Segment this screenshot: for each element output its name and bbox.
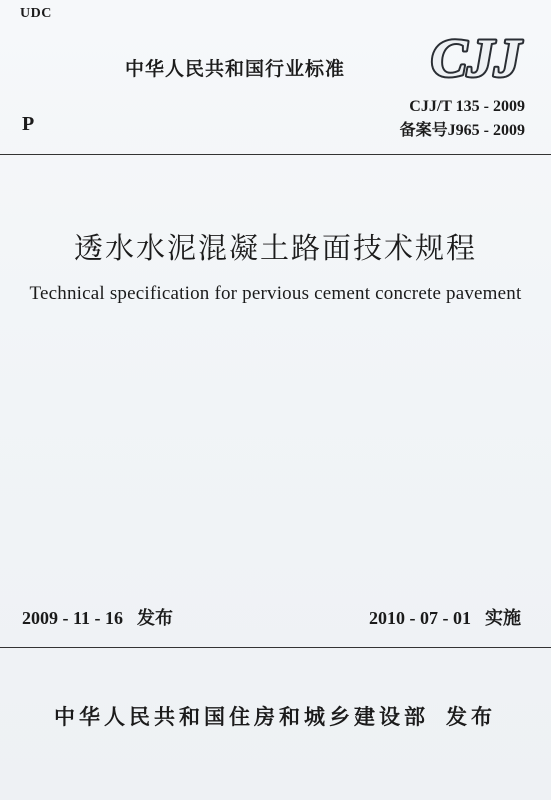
standard-number: CJJ/T 135 - 2009 — [409, 98, 525, 115]
effective-label: 实施 — [485, 608, 521, 629]
issue-date-block — [22, 604, 173, 630]
industry-standard-heading: 中华人民共和国行业标准 — [125, 58, 346, 80]
cjj-logo-text: CJJ — [430, 28, 522, 84]
issue-label: 发布 — [137, 608, 173, 629]
cjj-logo-graphic — [426, 28, 526, 84]
record-number: 备案号J965 - 2009 — [399, 122, 525, 139]
effective-date-block — [369, 604, 521, 630]
standard-numbers — [400, 95, 525, 143]
udc-label: UDC — [20, 6, 52, 21]
title-chinese: 透水水泥混凝土路面技术规程 — [73, 231, 477, 265]
bottom-divider — [0, 647, 551, 648]
issuer-verb: 发布 — [446, 705, 496, 729]
classification-code: P — [22, 113, 35, 135]
top-divider — [0, 154, 551, 155]
effective-date: 2010 - 07 - 01 — [369, 608, 471, 628]
issue-date: 2009 - 11 - 16 — [22, 608, 123, 628]
title-english: Technical specification for pervious cement concrete pavement — [29, 283, 522, 304]
cjj-logo — [426, 28, 526, 84]
issuer-name: 中华人民共和国住房和城乡建设部 — [54, 705, 429, 729]
